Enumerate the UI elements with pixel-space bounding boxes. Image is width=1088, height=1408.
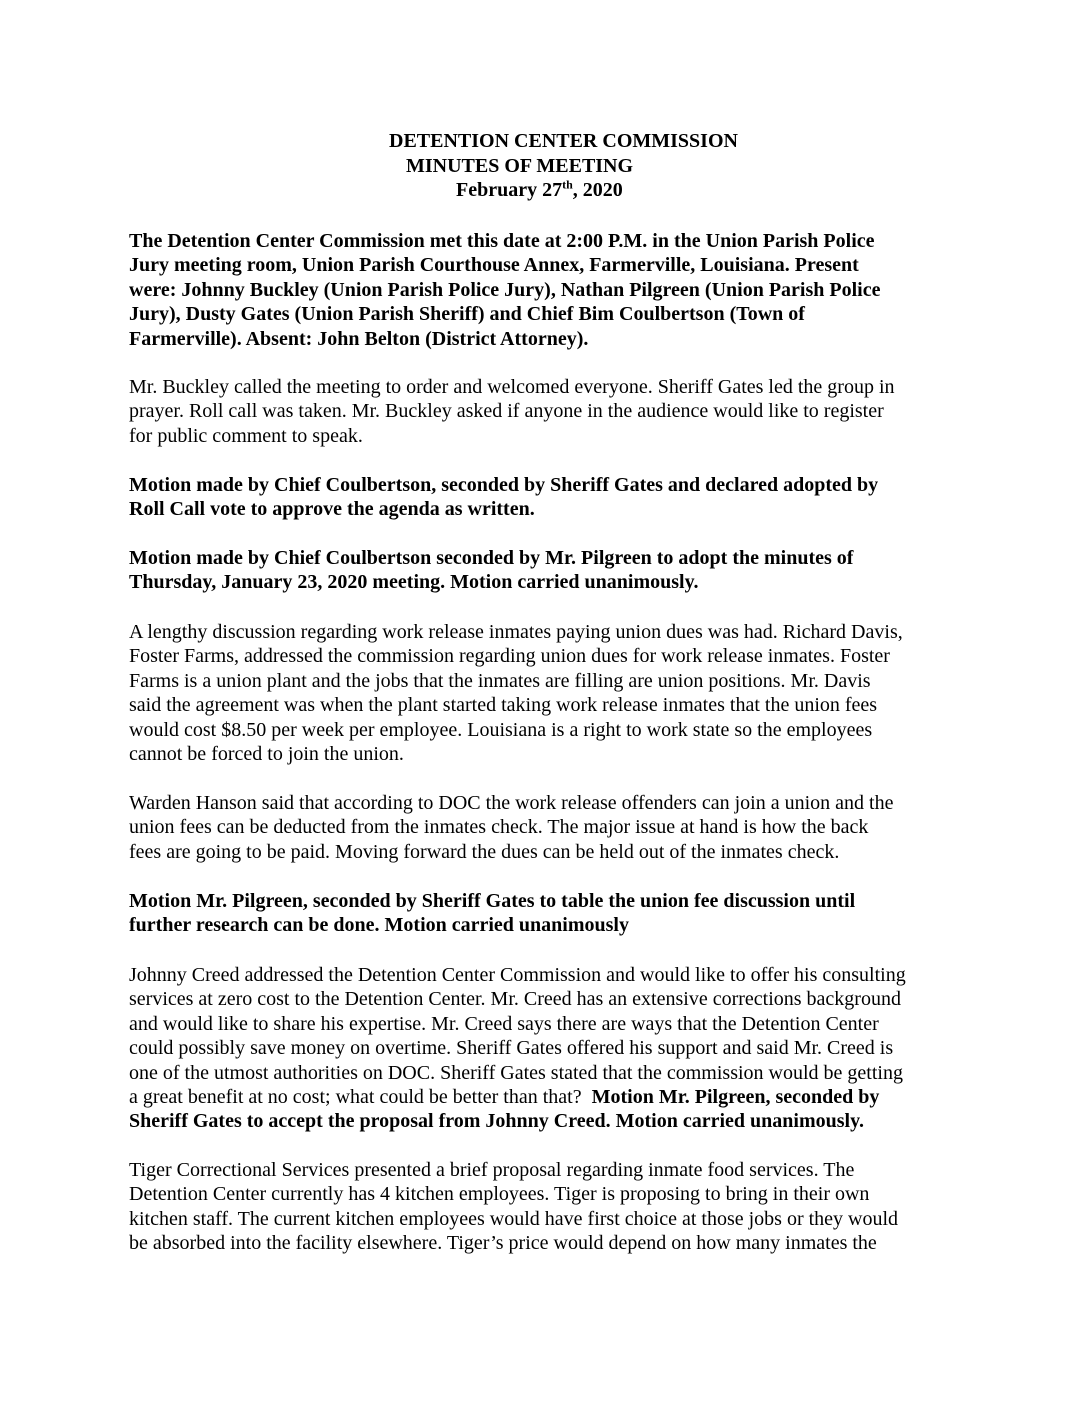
text-line: Mr. Buckley called the meeting to order and welcomed everyone. Sheriff Gates led the group in [129, 376, 895, 398]
line-text: a great benefit at no cost; what could be better than that? [129, 1086, 592, 1109]
text-line: services at zero cost to the Detention Center. Mr. Creed has an extensive corrections background [129, 988, 901, 1011]
text-line: The Detention Center Commission met this date at 2:00 P.M. in the Union Parish Police [129, 230, 875, 252]
meeting-date: February 27th, 2020 [456, 177, 623, 201]
text-line: would cost $8.50 per week per employee. Louisiana is a right to work state so the employees [129, 718, 873, 741]
text-line: Jury meeting room, Union Parish Courthouse Annex, Farmerville, Louisiana. Present [129, 254, 859, 277]
text-line: cannot be forced to join the union. [129, 743, 404, 766]
text-line: Tiger Correctional Services presented a brief proposal regarding inmate food services. The [129, 1159, 855, 1181]
text-line: Motion made by Chief Coulbertson, seconded by Sheriff Gates and declared adopted by [129, 474, 879, 496]
text-line: Motion Mr. Pilgreen, seconded by Sheriff Gates to table the union fee discussion until [129, 890, 856, 912]
text-line: further research can be done. Motion carried unanimously [129, 914, 629, 937]
call-to-order-paragraph [129, 375, 964, 448]
agenda-motion [129, 473, 964, 522]
text-line: Motion made by Chief Coulbertson seconded by Mr. Pilgreen to adopt the minutes of [129, 547, 854, 569]
text-line: and would like to share his expertise. Mr. Creed says there are ways that the Detention Center [129, 1012, 879, 1035]
text-line: could possibly save money on overtime. Sheriff Gates offered his support and said Mr. Creed is [129, 1037, 894, 1060]
consulting-paragraph [129, 963, 964, 1134]
text-line: prayer. Roll call was taken. Mr. Buckley asked if anyone in the audience would like to register [129, 400, 884, 423]
text-line: Jury), Dusty Gates (Union Parish Sheriff) and Chief Bim Coulbertson (Town of [129, 303, 805, 326]
text-line: fees are going to be paid. Moving forward the dues can be held out of the inmates check. [129, 840, 840, 863]
text-line: Farmerville). Absent: John Belton (District Attorney). [129, 327, 589, 350]
text-line [129, 1085, 964, 1109]
text-line: said the agreement was when the plant started taking work release inmates that the union fees [129, 694, 878, 717]
text-line: Sheriff Gates to accept the proposal from Johnny Creed. Motion carried unanimously. [129, 1110, 864, 1133]
text-line: Roll Call vote to approve the agenda as written. [129, 498, 535, 521]
text-line: A lengthy discussion regarding work release inmates paying union dues was had. Richard Davis, [129, 621, 903, 643]
table-motion [129, 889, 964, 938]
text-line: Detention Center currently has 4 kitchen employees. Tiger is proposing to bring in their own [129, 1183, 870, 1206]
attendance-paragraph [129, 229, 964, 351]
text-line: Farms is a union plant and the jobs that the inmates are filling are union positions. Mr. Davis [129, 669, 871, 692]
union-dues-paragraph [129, 620, 964, 766]
text-line: Warden Hanson said that according to DOC the work release offenders can join a union and the [129, 792, 894, 814]
warden-paragraph [129, 791, 964, 864]
minutes-motion [129, 546, 964, 595]
document-title: DETENTION CENTER COMMISSION [389, 130, 738, 152]
date-ordinal: th [562, 177, 573, 192]
text-line: Johnny Creed addressed the Detention Center Commission and would like to offer his consulting [129, 964, 906, 986]
inline-motion: Motion Mr. Pilgreen, seconded by [591, 1086, 880, 1109]
text-line: union fees can be deducted from the inmates check. The major issue at hand is how the back [129, 816, 869, 839]
text-line: Foster Farms, addressed the commission regarding union dues for work release inmates. Foster [129, 645, 890, 668]
text-line: be absorbed into the facility elsewhere. Tiger’s price would depend on how many inmates the [129, 1232, 877, 1255]
food-services-paragraph [129, 1158, 964, 1256]
text-line: for public comment to speak. [129, 424, 363, 447]
text-line: one of the utmost authorities on DOC. Sheriff Gates stated that the commission would be getting [129, 1061, 903, 1084]
text-line: Thursday, January 23, 2020 meeting. Motion carried unanimously. [129, 571, 699, 594]
document-subtitle: MINUTES OF MEETING [406, 155, 634, 177]
text-line: kitchen staff. The current kitchen employees would have first choice at those jobs or they would [129, 1207, 899, 1230]
text-line: were: Johnny Buckley (Union Parish Police Jury), Nathan Pilgreen (Union Parish Police [129, 278, 881, 301]
